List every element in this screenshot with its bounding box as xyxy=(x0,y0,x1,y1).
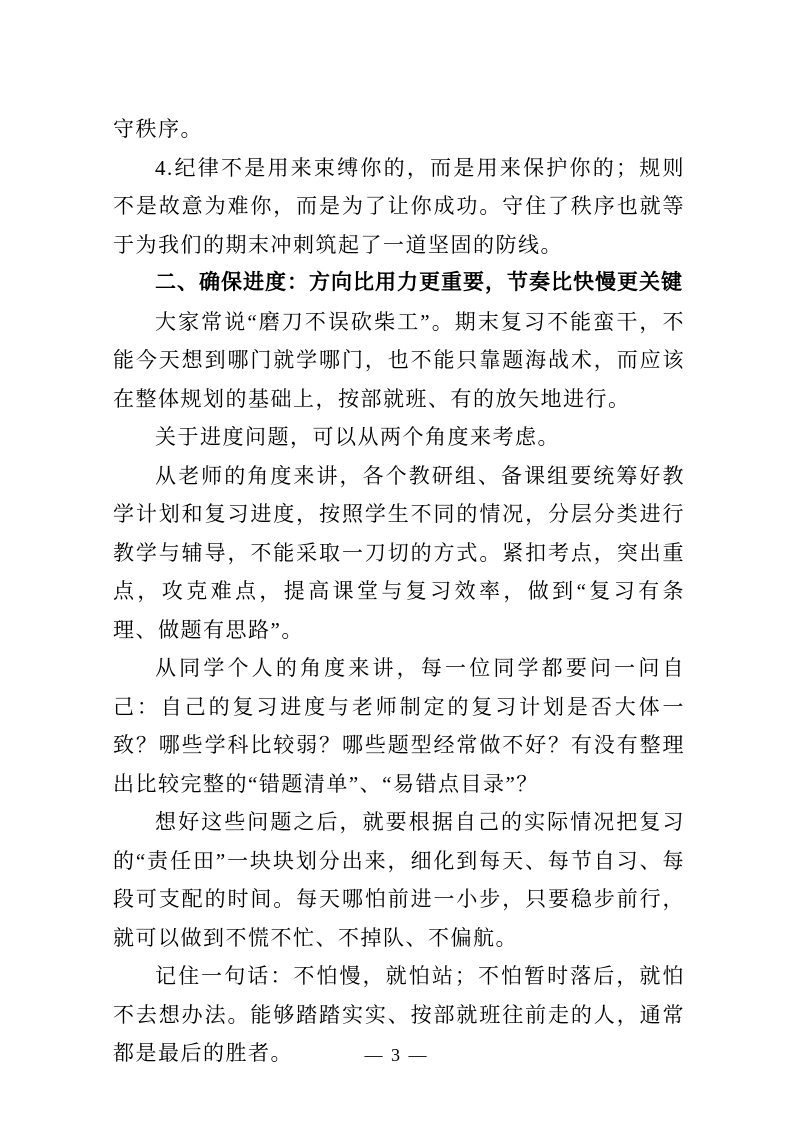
page-footer xyxy=(0,1045,793,1066)
paragraph-continuation: 守秩序。 xyxy=(113,117,203,141)
paragraph-student-angle: 从同学个人的角度来讲，每一位同学都要问一问自己：自己的复习进度与老师制定的复习计划是否大体一致？哪些学科比较弱？哪些题型经常做不好？有没有整理出比较完整的“错题清单”、“易错点目录”？ xyxy=(113,656,685,796)
paragraph-remember-sentence: 记住一句话：不怕慢，就怕站；不怕暂时落后，就怕不去想办法。能够踏踏实实、按部就班往前走的人，通常都是最后的胜者。 xyxy=(113,964,685,1065)
paragraph-planning: 大家常说“磨刀不误砍柴工”。期末复习不能蛮干，不能今天想到哪门就学哪门，也不能只靠题海战术，而应该在整体规划的基础上，按部就班、有的放矢地进行。 xyxy=(113,309,685,411)
document-content xyxy=(113,110,685,1073)
paragraph-teacher-angle: 从老师的角度来讲，各个教研组、备课组要统筹好教学计划和复习进度，按照学生不同的情况，分层分类进行教学与辅导，不能采取一刀切的方式。紧扣考点，突出重点，攻克难点，提高课堂与复习效率，做到“复习有条理、做题有思路”。 xyxy=(113,463,685,642)
paragraph-discipline: 4.纪律不是用来束缚你的，而是用来保护你的；规则不是故意为难你，而是为了让你成功。守住了秩序也就等于为我们的期末冲刺筑起了一道坚固的防线。 xyxy=(113,155,685,257)
paragraph-two-angles: 关于进度问题，可以从两个角度来考虑。 xyxy=(155,425,560,449)
page-number: — 3 — xyxy=(364,1045,429,1065)
paragraph-responsibility-field: 想好这些问题之后，就要根据自己的实际情况把复习的“责任田”一块块划分出来，细化到每天、每节自习、每段可支配的时间。每天哪怕前进一小步，只要稳步前行，就可以做到不慌不忙、不掉队、不偏航。 xyxy=(113,810,685,950)
section-heading-progress: 二、确保进度：方向比用力更重要，节奏比快慢更关键 xyxy=(155,271,683,294)
